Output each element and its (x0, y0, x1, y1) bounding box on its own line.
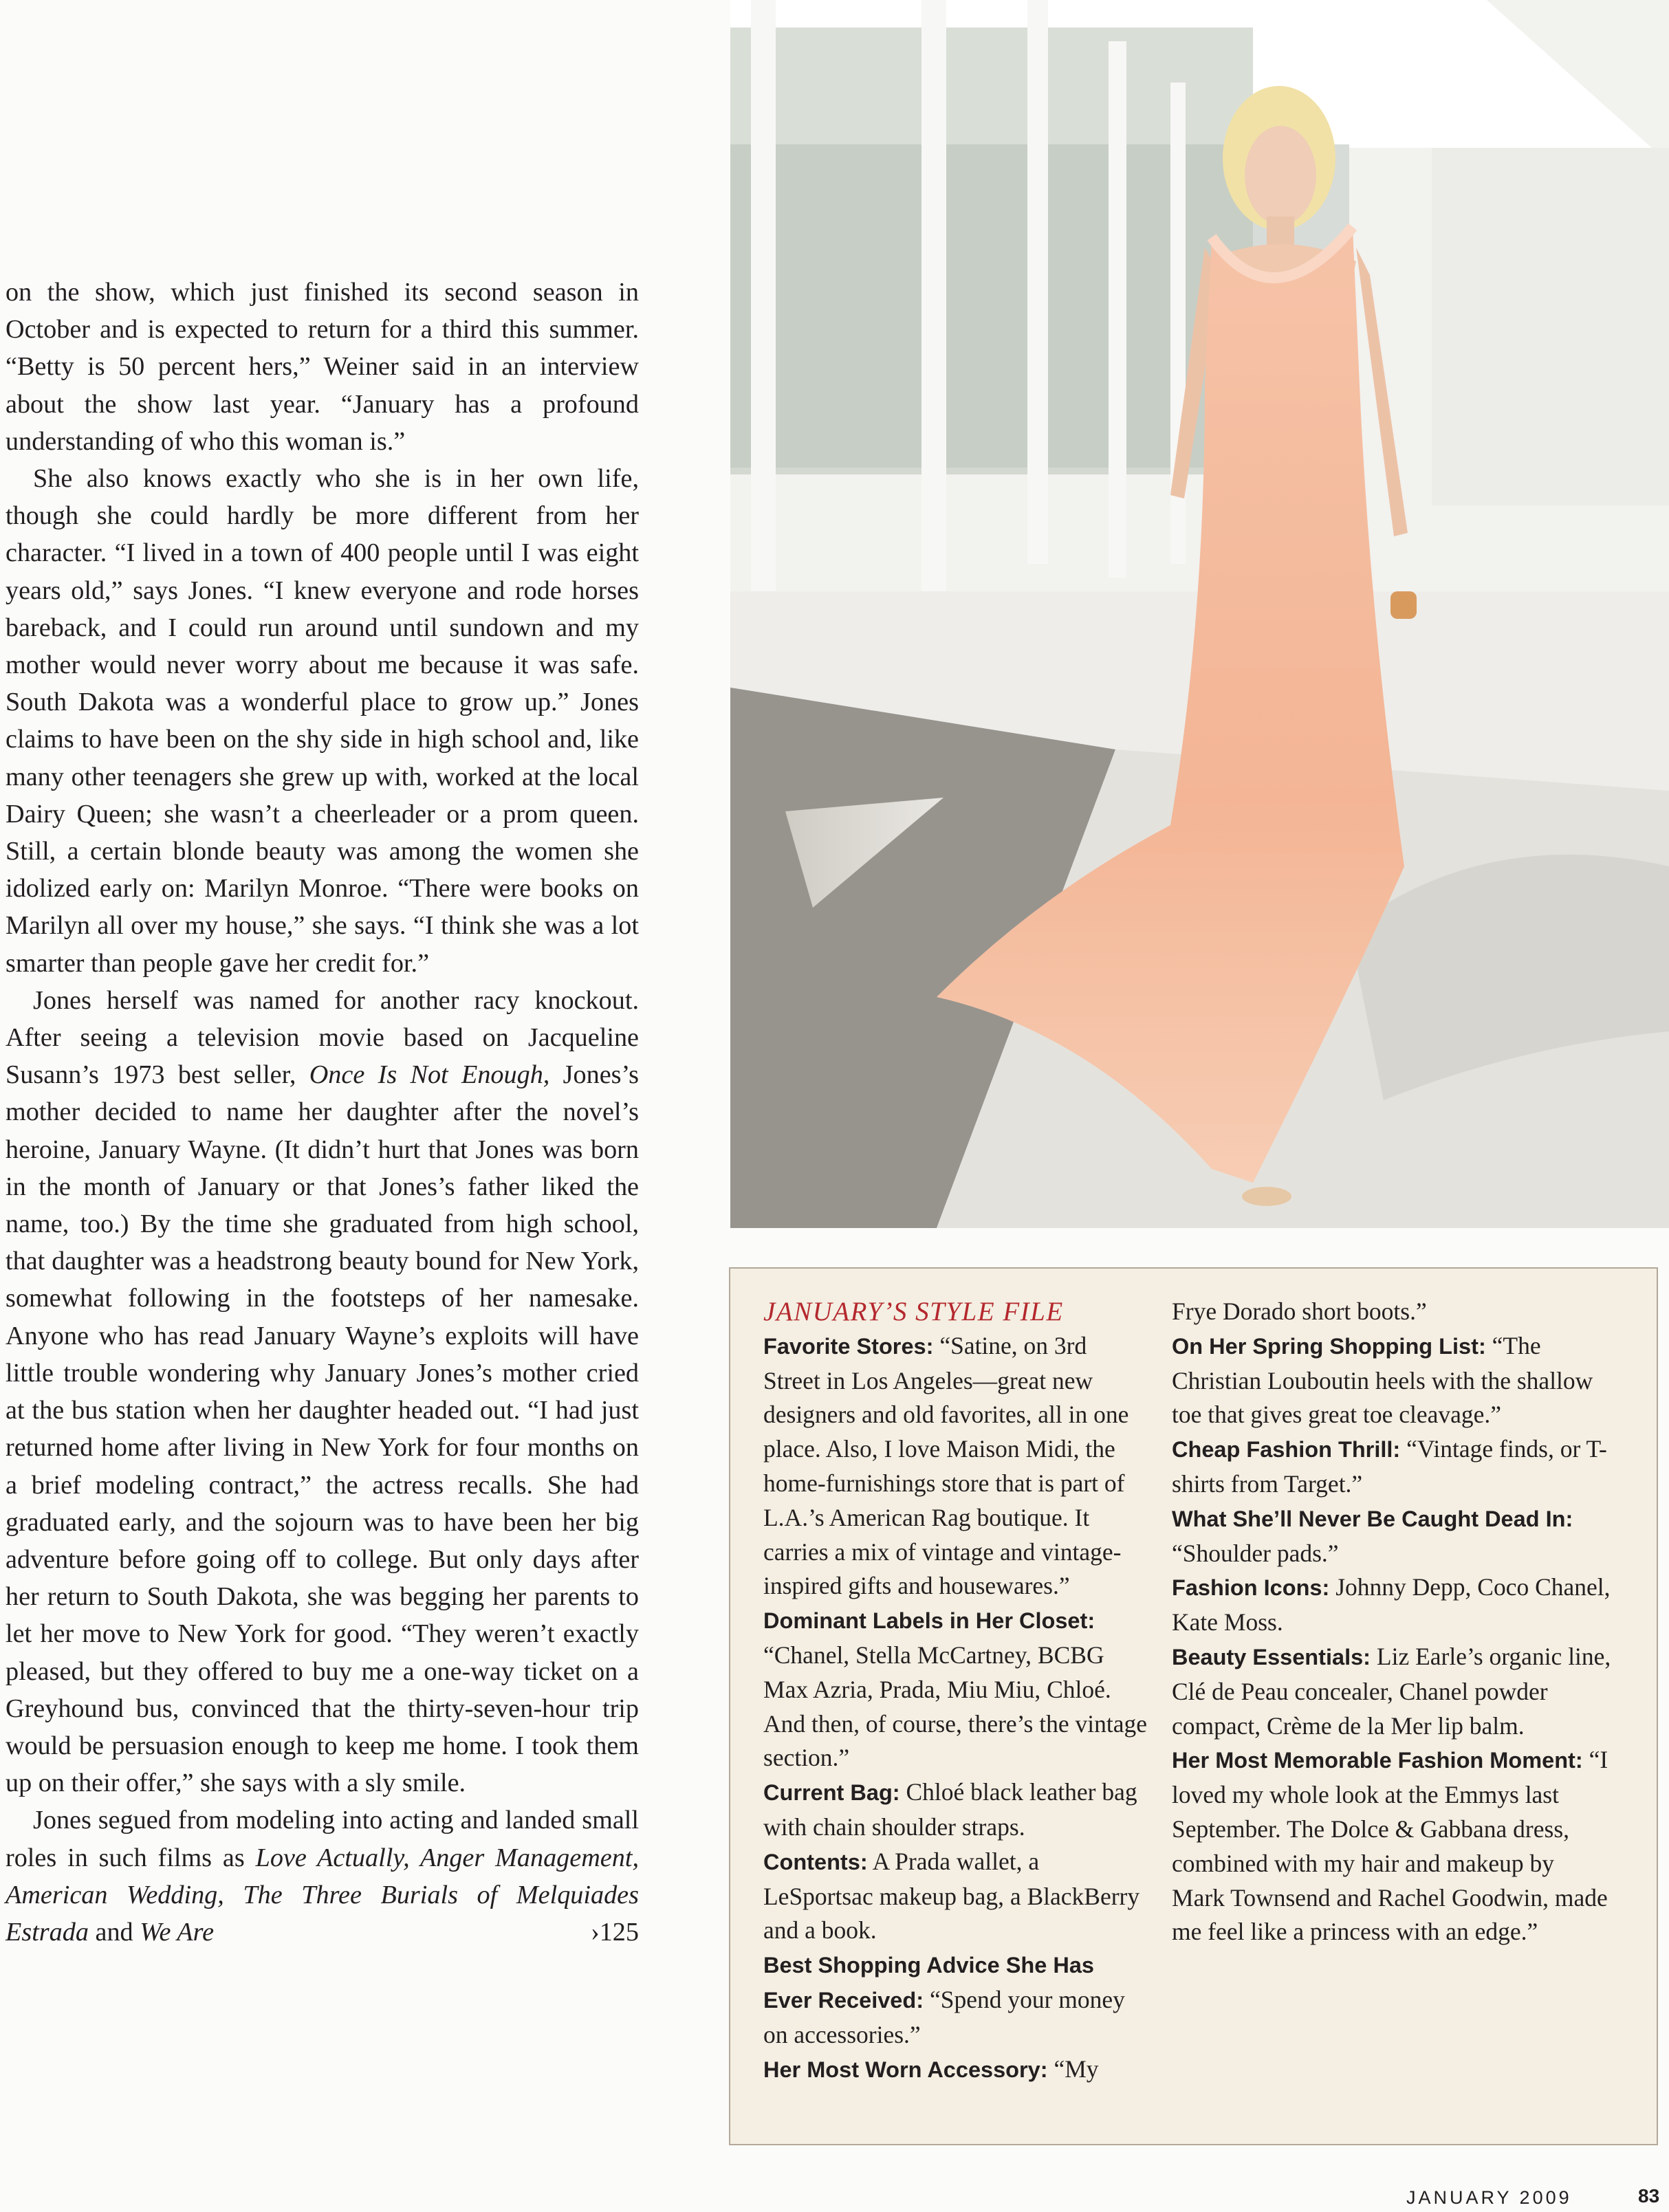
entry-label: On Her Spring Shopping List: (1172, 1333, 1486, 1359)
entry-label: Dominant Labels in Her Closet: (763, 1608, 1095, 1634)
entry-label: Favorite Stores: (763, 1333, 934, 1359)
photo-illustration (730, 0, 1669, 1228)
entry-text: A Prada wallet, a LeSportsac makeup bag, a BlackBerry and a book. (763, 1847, 1140, 1945)
article-text: Jones’s mother decided to name her daughter after the novel’s heroine, January Wayne. (It didn’t hurt that Jones was born in the month of January or that Jones’s father liked the name, too.) By the time she graduated from high school, that daughter was a headstrong beauty bound for New York, somewhat following in the footsteps of her namesake. Anyone who has read January Wayne’s exploits will have little trouble wondering why January Jones’s mother cried at the bus station when her daughter headed out. “I had just returned home after living in New York for four months on a brief modeling contract,” the actress recalls. She had graduated early, and the sojourn was to have been her big adventure before going off to college. But only days after her return to South Dakota, she was begging her parents to let her move to New York for good. “They weren’t exactly pleased, but they offered to buy me a one-way ticket on a Greyhound bus, convinced that the thirty-seven-hour trip would be persuasion enough to keep me home. I took them up on their offer,” she says with a sly smile. (6, 1060, 640, 1798)
continued-page-jump: ›125 (591, 1917, 639, 1947)
entry-text: “Vintage finds, or T-shirts from Target.” (1172, 1435, 1607, 1498)
style-file-entry (1172, 1570, 1612, 1640)
style-file-entry (1172, 1432, 1612, 1502)
entry-label: Cheap Fashion Thrill: (1172, 1437, 1401, 1463)
article-text: Jones segued from modeling into acting and landed small roles in such films as (6, 1806, 639, 1872)
entry-label: Her Most Worn Accessory: (763, 2057, 1048, 2082)
entry-label: Her Most Memorable Fashion Moment: (1172, 1748, 1583, 1773)
entry-label: Best Shopping Advice She Has Ever Received: (763, 1953, 1094, 2013)
entry-text: “I loved my whole look at the Emmys last September. The Dolce & Gabbana dress, combined with my hair and makeup by Mark Townsend and Rachel Goodwin, made me feel like a princess with an edge.” (1172, 1746, 1608, 1946)
style-file-entry (763, 1329, 1148, 1603)
entry-text: “Satine, on 3rd Street in Los Angeles—great new designers and old favorites, all in one place. Also, I love Maison Midi, the home-furnishings store that is part of L.A.’s American Rag boutique. It carries a mix of vintage and vintage-inspired gifts and housewares.” (763, 1331, 1129, 1600)
entry-label: What She’ll Never Be Caught Dead In: (1172, 1506, 1573, 1531)
style-file-entry (1172, 1640, 1612, 1743)
entry-text: Johnny Depp, Coco Chanel, Kate Moss. (1172, 1573, 1611, 1636)
article-paragraph (6, 1802, 639, 1951)
entry-label: Contents: (763, 1849, 868, 1874)
article-body (6, 274, 639, 1951)
style-file-sidebar (729, 1267, 1658, 2145)
entry-text: “Shoulder pads.” (1172, 1539, 1339, 1567)
film-titles: Love Actually, Anger Management, American Wedding, The Three Burials of Melquiades Estrada (6, 1843, 639, 1947)
entry-text: “Chanel, Stella McCartney, BCBG Max Azria, Prada, Miu Miu, Chloé. And then, of course, there’s the vintage section.” (763, 1641, 1147, 1772)
entry-label: Fashion Icons: (1172, 1575, 1330, 1601)
style-file-entry (763, 1845, 1148, 1948)
entry-label: Current Bag: (763, 1780, 900, 1806)
article-paragraph: on the show, which just finished its second season in October and is expected to return for a third this summer. “Betty is 50 percent hers,” Weiner said in an interview about the show last year. “January has a profound understanding of who this woman is.” (6, 278, 639, 456)
style-file-entry (763, 1948, 1148, 2052)
style-file-entry (1172, 1502, 1612, 1571)
style-file-column-left (763, 1295, 1148, 2087)
style-file-entry (1172, 1743, 1612, 1949)
entry-text: Chloé black leather bag with chain shoulder straps. (763, 1778, 1137, 1841)
style-file-column-right (1172, 1295, 1612, 1949)
entry-label: Beauty Essentials: (1172, 1644, 1371, 1669)
entry-text: “Spend your money on accessories.” (763, 1985, 1125, 2048)
woman-in-peach-gown-photo (730, 0, 1669, 1228)
page-number: 83 (1638, 2185, 1660, 2206)
film-title: We Are (140, 1917, 215, 1947)
entry-text: “The Christian Louboutin heels with the shallow toe that gives great toe cleavage.” (1172, 1331, 1593, 1429)
style-file-title: JANUARY’S STYLE FILE (763, 1297, 1064, 1326)
article-paragraph: She also knows exactly who she is in her own life, though she could hardly be more different from her character. “I lived in a town of 400 people until I was eight years old,” says Jones. “I knew everyone and rode horses bareback, and I could run around until sundown and my mother would never worry about me because it was safe. South Dakota was a wonderful place to grow up.” Jones claims to have been on the shy side in high school and, like many other teenagers she grew up with, worked at the local Dairy Queen; she wasn’t a cheerleader or a prom queen. Still, a certain blonde beauty was among the women she idolized early on: Marilyn Monroe. “There were books on Marilyn all over my house,” she says. “I think she was a lot smarter than people gave her credit for.” (6, 464, 639, 978)
style-file-entry (763, 1775, 1148, 1845)
style-file-entry (763, 2052, 1148, 2088)
entry-text: “My (1054, 2055, 1099, 2083)
article-text: and (95, 1917, 133, 1947)
style-file-entry-continued: Frye Dorado short boots.” (1172, 1297, 1427, 1325)
article-paragraph (6, 982, 639, 1802)
book-title: Once Is Not Enough, (309, 1060, 550, 1090)
style-file-entry (1172, 1329, 1612, 1432)
article-text: Jones herself was named for another racy knockout. After seeing a television movie based on Jacqueline Susann’s 1973 best seller, (6, 985, 639, 1090)
entry-text: Liz Earle’s organic line, Clé de Peau concealer, Chanel powder compact, Crème de la Mer lip balm. (1172, 1642, 1611, 1740)
style-file-entry (763, 1603, 1148, 1775)
issue-date: JANUARY 2009 (1406, 2187, 1572, 2208)
